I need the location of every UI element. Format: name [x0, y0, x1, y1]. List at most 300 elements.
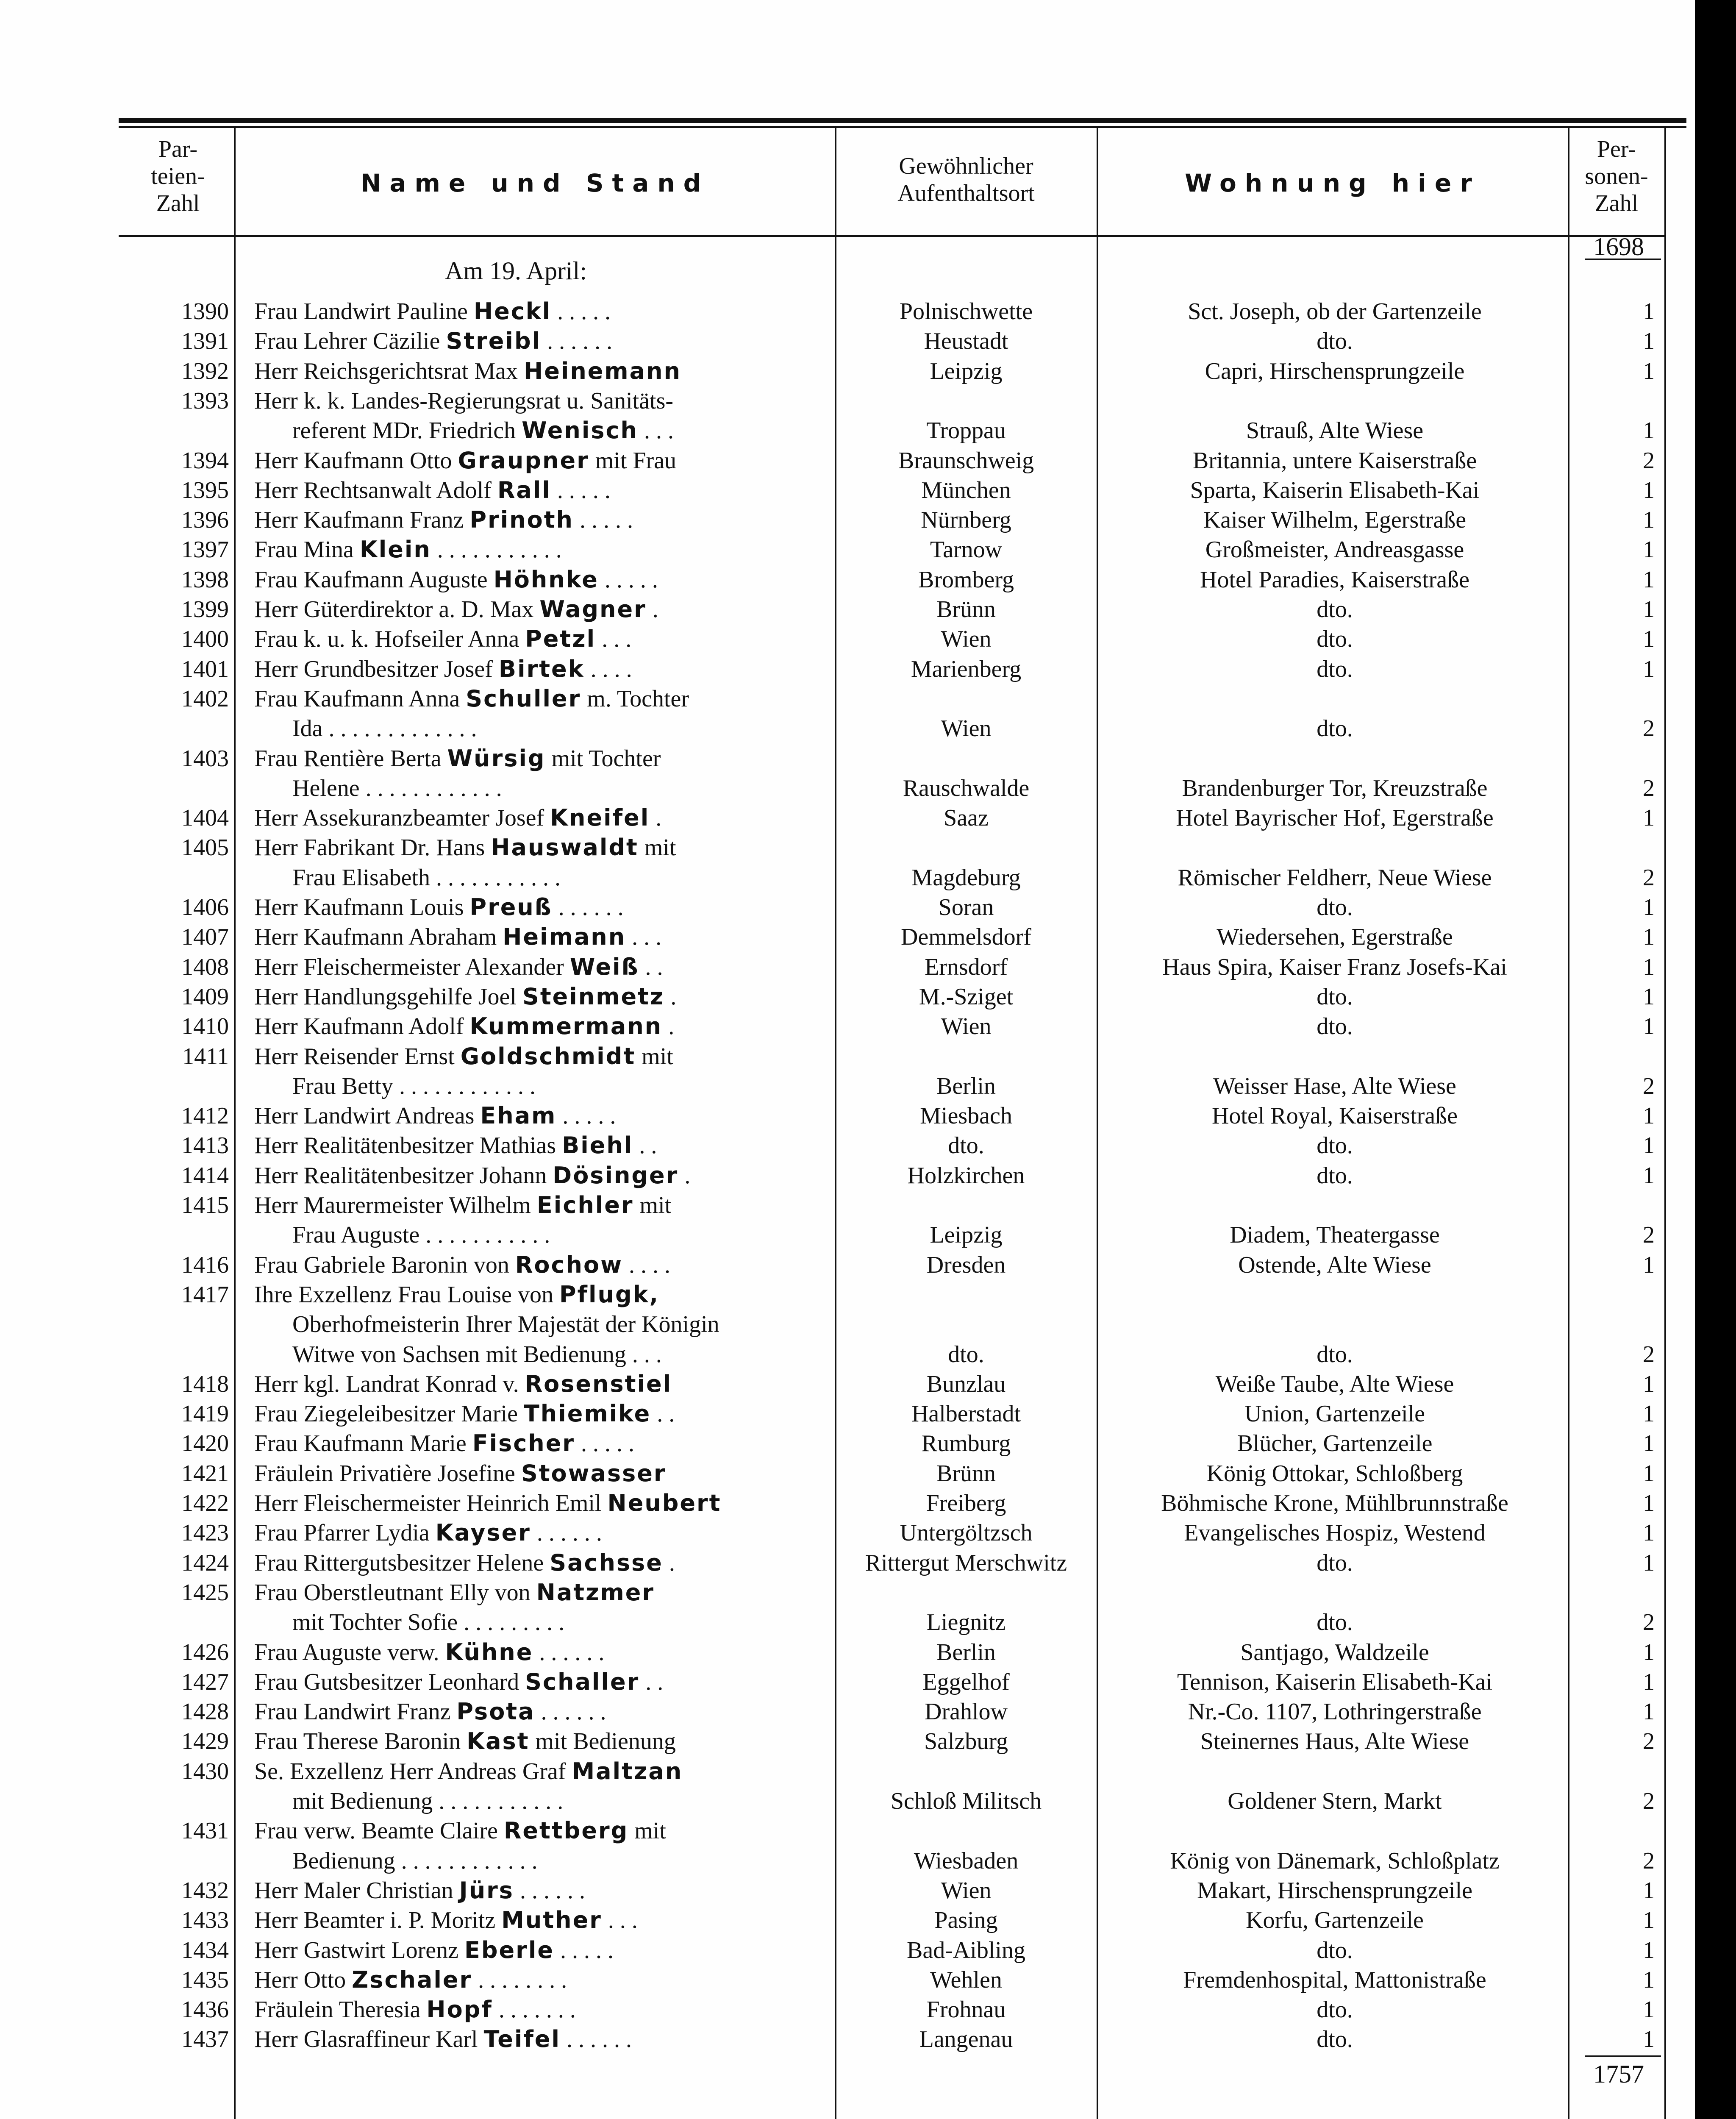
name-and-status: [254, 1101, 828, 1131]
name-rest: . . . . .: [551, 298, 611, 325]
name-and-status: [254, 744, 828, 773]
residence-address: Sct. Joseph, ob der Gartenzeile: [1188, 298, 1482, 325]
surname: Sachsse: [550, 1549, 663, 1576]
name-rest: . . . .: [622, 1251, 670, 1278]
name-rest: . . . . .: [551, 477, 611, 503]
origin-city: Heustadt: [924, 328, 1008, 355]
party-number: 1400: [181, 626, 229, 653]
name-rest: m. Tochter: [581, 685, 689, 712]
residence-address: Hotel Paradies, Kaiserstraße: [1200, 566, 1469, 593]
origin-city: Berlin: [936, 1073, 996, 1099]
name-and-status: [292, 773, 867, 803]
name-and-status: [254, 326, 828, 356]
name-and-status: [254, 1429, 828, 1458]
residence-address: Korfu, Gartenzeile: [1246, 1907, 1424, 1934]
person-count: 1: [1643, 894, 1655, 920]
person-count: 2: [1643, 864, 1655, 891]
party-number: 1430: [181, 1758, 229, 1785]
surname: Steinmetz: [522, 983, 665, 1010]
residence-address: Weiße Taube, Alte Wiese: [1215, 1371, 1454, 1397]
surname: Psota: [456, 1698, 535, 1725]
name-title: Frau Lehrer Cäzilie: [254, 328, 446, 355]
origin-city: Polnischwette: [899, 298, 1033, 325]
party-number: 1412: [181, 1103, 229, 1129]
residence-address: Blücher, Gartenzeile: [1237, 1430, 1433, 1457]
residence-address: Brandenburger Tor, Kreuzstraße: [1182, 775, 1488, 801]
origin-city: Holzkirchen: [907, 1162, 1025, 1189]
residence-address: Evangelisches Hospiz, Westend: [1184, 1520, 1486, 1546]
origin-city: Wien: [941, 626, 992, 653]
party-number: 1409: [181, 983, 229, 1010]
name-title: Herr Reisender Ernst: [254, 1043, 461, 1070]
origin-city: Wiesbaden: [914, 1847, 1019, 1874]
name-and-status: [254, 1190, 828, 1220]
name-title: Herr Grundbesitzer Josef: [254, 656, 499, 682]
surname: Kühne: [445, 1638, 533, 1666]
surname: Eham: [480, 1102, 557, 1129]
residence-address: dto.: [1317, 983, 1353, 1010]
name-title: Helene . . . . . . . . . . . .: [292, 775, 502, 801]
name-title: Frau Rentière Berta: [254, 745, 447, 772]
name-and-status: [254, 1459, 828, 1488]
residence-address: Goldener Stern, Markt: [1228, 1788, 1442, 1814]
party-number: 1428: [181, 1699, 229, 1725]
residence-address: Strauß, Alte Wiese: [1246, 417, 1424, 444]
surname: Jürs: [459, 1877, 514, 1904]
surname: Würsig: [447, 745, 546, 772]
name-title: Frau k. u. k. Hofseiler Anna: [254, 626, 525, 653]
origin-city: Langenau: [919, 2026, 1013, 2053]
party-number: 1421: [181, 1460, 229, 1487]
name-and-status: [254, 1518, 828, 1548]
person-count: 1: [1643, 1966, 1655, 1993]
name-and-status: [292, 1340, 867, 1369]
top-rule-heavy: [119, 118, 1686, 123]
name-rest: . .: [639, 1669, 664, 1695]
person-count: 2: [1643, 1728, 1655, 1755]
name-title: Frau Ziegeleibesitzer Marie: [254, 1401, 524, 1427]
name-and-status: [254, 1935, 828, 1965]
name-title: Frau Mina: [254, 537, 360, 563]
surname: Heimann: [503, 923, 626, 951]
person-count: 1: [1643, 1639, 1655, 1666]
surname: Heckl: [473, 298, 552, 325]
residence-address: dto.: [1317, 656, 1353, 682]
name-title: Frau Auguste . . . . . . . . . . .: [292, 1222, 550, 1249]
person-count: 2: [1643, 775, 1655, 801]
name-and-status: [292, 1310, 867, 1339]
origin-city: Brünn: [936, 1460, 996, 1487]
person-count: 1: [1643, 954, 1655, 980]
residence-address: Großmeister, Andreasgasse: [1205, 537, 1464, 563]
surname: Rochow: [515, 1251, 623, 1278]
person-count: 1: [1643, 924, 1655, 951]
surname: Petzl: [525, 626, 596, 653]
party-number: 1396: [181, 507, 229, 534]
name-title: Herr Reichsgerichtsrat Max: [254, 358, 524, 384]
origin-city: Tarnow: [930, 537, 1003, 563]
person-count: 1: [1643, 805, 1655, 831]
party-number: 1420: [181, 1430, 229, 1457]
name-and-status: [254, 1042, 828, 1071]
party-number: 1408: [181, 954, 229, 980]
name-and-status: [254, 1399, 828, 1429]
name-and-status: [254, 1757, 828, 1786]
name-and-status: [254, 1250, 828, 1280]
name-and-status: [254, 595, 828, 624]
name-title: Frau Oberstleutnant Elly von: [254, 1579, 536, 1606]
party-number: 1418: [181, 1371, 229, 1397]
origin-city: Rittergut Merschwitz: [865, 1549, 1067, 1576]
name-title: Frau Pfarrer Lydia: [254, 1520, 436, 1546]
origin-city: Wien: [941, 1877, 992, 1904]
origin-city: Leipzig: [930, 1222, 1003, 1249]
origin-city: Bad-Aibling: [907, 1937, 1025, 1963]
name-title: Herr Realitätenbesitzer Johann: [254, 1162, 553, 1189]
origin-city: Dresden: [926, 1251, 1006, 1278]
residence-address: Britannia, untere Kaiserstraße: [1192, 447, 1477, 474]
carry-over-count: 1698: [1593, 233, 1644, 261]
origin-city: Freiberg: [926, 1490, 1006, 1516]
name-and-status: [254, 1131, 828, 1160]
name-rest: mit: [638, 834, 676, 861]
party-number: 1415: [181, 1192, 229, 1218]
name-rest: mit Frau: [589, 447, 677, 474]
party-number: 1404: [181, 805, 229, 831]
name-and-status: [254, 803, 828, 833]
origin-city: Wien: [941, 715, 992, 742]
person-count: 1: [1643, 1430, 1655, 1457]
residence-address: dto.: [1317, 1549, 1353, 1576]
name-title: Frau Landwirt Pauline: [254, 298, 474, 325]
person-count: 1: [1643, 537, 1655, 563]
surname: Neubert: [607, 1490, 722, 1516]
origin-city: München: [921, 477, 1011, 503]
person-count: 2: [1643, 1609, 1655, 1636]
party-number: 1401: [181, 656, 229, 682]
surname: Teifel: [483, 2026, 561, 2053]
person-count: 1: [1643, 1013, 1655, 1040]
party-number: 1397: [181, 537, 229, 563]
name-and-status: [254, 1876, 828, 1905]
person-count: 2: [1643, 447, 1655, 474]
name-and-status: [254, 297, 828, 326]
party-number: 1432: [181, 1877, 229, 1904]
residence-address: Makart, Hirschensprungzeile: [1197, 1877, 1472, 1904]
name-and-status: [254, 1727, 828, 1756]
name-title: Se. Exzellenz Herr Andreas Graf: [254, 1758, 572, 1785]
name-title: Herr Maurermeister Wilhelm: [254, 1192, 537, 1218]
name-rest: . . . . .: [598, 566, 658, 593]
name-title: Herr Beamter i. P. Moritz: [254, 1907, 502, 1934]
party-number: 1427: [181, 1669, 229, 1695]
name-rest: . . .: [602, 1907, 638, 1934]
origin-city: Pasing: [934, 1907, 998, 1934]
name-rest: . . . . . . . .: [472, 1966, 567, 1993]
name-and-status: [254, 1638, 828, 1667]
name-title: Herr Güterdirektor a. D. Max: [254, 596, 540, 623]
name-and-status: [254, 1995, 828, 2024]
name-title: Herr kgl. Landrat Konrad v.: [254, 1371, 525, 1397]
surname: Eberle: [464, 1936, 554, 1963]
name-and-status: [254, 565, 828, 595]
name-rest: . . .: [596, 626, 632, 653]
name-and-status: [254, 386, 828, 416]
origin-city: Troppau: [926, 417, 1006, 444]
name-title: Herr Kaufmann Adolf: [254, 1013, 470, 1040]
name-title: Herr Handlungsgehilfe Joel: [254, 983, 522, 1010]
surname: Rettberg: [503, 1817, 629, 1844]
surname: Klein: [359, 536, 431, 563]
name-and-status: [254, 446, 828, 476]
surname: Dösinger: [553, 1162, 679, 1189]
party-number: 1394: [181, 447, 229, 474]
party-number: 1433: [181, 1907, 229, 1934]
name-and-status: [254, 1369, 828, 1399]
name-title: Herr k. k. Landes-Regierungsrat u. Sanitäts-: [254, 387, 674, 414]
origin-city: Bromberg: [918, 566, 1014, 593]
residence-address: dto.: [1317, 1937, 1353, 1963]
party-number: 1395: [181, 477, 229, 503]
origin-city: Eggelhof: [922, 1669, 1010, 1695]
party-number: 1419: [181, 1401, 229, 1427]
origin-city: Braunschweig: [898, 447, 1034, 474]
surname: Prinoth: [469, 506, 574, 534]
surname: Kast: [467, 1728, 530, 1755]
header-persons: Per- sonen- Zahl: [1585, 136, 1648, 217]
name-rest: mit: [636, 1043, 673, 1070]
surname: Eichler: [536, 1192, 634, 1218]
residence-address: Tennison, Kaiserin Elisabeth-Kai: [1177, 1669, 1493, 1695]
name-title: Frau Landwirt Franz: [254, 1699, 457, 1725]
name-and-status: [254, 922, 828, 952]
residence-address: dto.: [1317, 2026, 1353, 2053]
residence-address: Wiedersehen, Egerstraße: [1217, 924, 1453, 951]
residence-address: Hotel Royal, Kaiserstraße: [1211, 1103, 1458, 1129]
residence-address: Sparta, Kaiserin Elisabeth-Kai: [1190, 477, 1480, 503]
party-number: 1398: [181, 566, 229, 593]
name-title: Frau Auguste verw.: [254, 1639, 445, 1666]
name-title: Herr Maler Christian: [254, 1877, 459, 1904]
person-count: 1: [1643, 1937, 1655, 1963]
name-title: Herr Glasraffineur Karl: [254, 2026, 484, 2053]
name-and-status: [254, 893, 828, 922]
surname: Hauswaldt: [491, 834, 639, 861]
person-count: 1: [1643, 1520, 1655, 1546]
col-divider-4: [1568, 127, 1569, 2119]
name-and-status: [254, 952, 828, 982]
residence-address: Haus Spira, Kaiser Franz Josefs-Kai: [1162, 954, 1507, 980]
name-and-status: [254, 684, 828, 714]
party-number: 1429: [181, 1728, 229, 1755]
party-number: 1405: [181, 834, 229, 861]
name-and-status: [254, 1667, 828, 1697]
name-and-status: [292, 1786, 867, 1816]
name-title: Herr Otto: [254, 1966, 352, 1993]
top-rule-thin: [119, 126, 1686, 128]
surname: Stowasser: [521, 1460, 667, 1487]
party-number: 1424: [181, 1549, 229, 1576]
header-residence: Wohnung hier: [1185, 169, 1480, 197]
person-count: 1: [1643, 298, 1655, 325]
name-title: Herr Gastwirt Lorenz: [254, 1937, 465, 1963]
name-rest: mit Tochter: [545, 745, 661, 772]
name-rest: . . . . .: [575, 1430, 634, 1457]
party-number: 1410: [181, 1013, 229, 1040]
person-count: 1: [1643, 1460, 1655, 1487]
origin-city: Miesbach: [920, 1103, 1012, 1129]
name-title: Frau Kaufmann Auguste: [254, 566, 494, 593]
origin-city: Marienberg: [911, 656, 1022, 682]
name-rest: . . . . .: [554, 1937, 614, 1963]
origin-city: Leipzig: [930, 358, 1003, 384]
name-title: Fräulein Theresia: [254, 1997, 427, 2023]
origin-city: Ernsdorf: [925, 954, 1008, 980]
person-count: 1: [1643, 1907, 1655, 1934]
person-count: 1: [1643, 1549, 1655, 1576]
surname: Kayser: [435, 1519, 531, 1546]
col-divider-3: [1097, 127, 1098, 2119]
name-title: Witwe von Sachsen mit Bedienung . . .: [292, 1341, 662, 1368]
residence-address: dto.: [1317, 1162, 1353, 1189]
name-rest: .: [678, 1162, 691, 1189]
name-title: Herr Assekuranzbeamter Josef: [254, 805, 550, 831]
name-and-status: [254, 1965, 828, 1995]
origin-city: M.-Sziget: [919, 983, 1014, 1010]
name-and-status: [292, 714, 867, 743]
origin-city: Soran: [938, 894, 994, 920]
party-number: 1413: [181, 1132, 229, 1159]
name-rest: mit: [633, 1192, 672, 1218]
party-number: 1422: [181, 1490, 229, 1516]
name-and-status: [292, 1220, 867, 1250]
name-title: Herr Landwirt Andreas: [254, 1103, 481, 1129]
residence-address: Böhmische Krone, Mühlbrunnstraße: [1161, 1490, 1508, 1516]
person-count: 1: [1643, 1699, 1655, 1725]
name-title: Bedienung . . . . . . . . . . . .: [292, 1847, 538, 1874]
residence-address: dto.: [1317, 328, 1353, 355]
surname: Schaller: [525, 1668, 640, 1695]
name-title: Frau verw. Beamte Claire: [254, 1818, 504, 1844]
surname: Pflugk,: [559, 1281, 660, 1308]
name-rest: mit Bedienung: [529, 1728, 676, 1755]
name-title: Herr Realitätenbesitzer Mathias: [254, 1132, 562, 1159]
surname: Fischer: [472, 1430, 575, 1457]
name-rest: . . . .: [584, 656, 632, 682]
name-and-status: [254, 1548, 828, 1578]
person-count: 1: [1643, 328, 1655, 355]
name-rest: . . . . . .: [533, 1639, 605, 1666]
party-number: 1390: [181, 298, 229, 325]
party-number: 1414: [181, 1162, 229, 1189]
header-origin: Gewöhnlicher Aufenthaltsort: [897, 153, 1035, 206]
origin-city: Saaz: [944, 805, 989, 831]
party-number: 1406: [181, 894, 229, 920]
name-and-status: [254, 833, 828, 862]
origin-city: Bunzlau: [926, 1371, 1006, 1397]
surname: Maltzan: [572, 1757, 683, 1785]
name-title: Herr Kaufmann Abraham: [254, 924, 503, 951]
name-rest: . .: [633, 1132, 657, 1159]
party-number: 1423: [181, 1520, 229, 1546]
name-and-status: [292, 1846, 867, 1876]
person-count: 1: [1643, 566, 1655, 593]
party-number: 1435: [181, 1966, 229, 1993]
surname: Kummermann: [469, 1013, 663, 1040]
name-rest: .: [650, 805, 662, 831]
name-rest: . .: [651, 1401, 675, 1427]
name-rest: mit: [628, 1818, 666, 1844]
name-rest: .: [664, 983, 677, 1010]
surname: Hopf: [426, 1996, 493, 2023]
name-and-status: [254, 654, 828, 684]
origin-city: Brünn: [936, 596, 996, 623]
party-number: 1437: [181, 2026, 229, 2053]
name-and-status: [254, 1816, 828, 1846]
header-rule: [119, 235, 1665, 237]
surname: Thiemike: [523, 1400, 651, 1427]
residence-address: Hotel Bayrischer Hof, Egerstraße: [1176, 805, 1494, 831]
name-title: Herr Fleischermeister Alexander: [254, 954, 570, 980]
person-count: 2: [1643, 715, 1655, 742]
name-rest: . . .: [626, 924, 662, 951]
surname: Schuller: [466, 685, 581, 712]
surname: Rall: [497, 476, 551, 503]
person-count: 2: [1643, 1073, 1655, 1099]
residence-address: dto.: [1317, 1013, 1353, 1040]
person-count: 2: [1643, 1341, 1655, 1368]
name-title: Frau Elisabeth . . . . . . . . . . .: [292, 864, 561, 891]
person-count: 2: [1643, 1222, 1655, 1249]
person-count: 1: [1643, 507, 1655, 534]
origin-city: Untergöltzsch: [900, 1520, 1033, 1546]
residence-address: dto.: [1317, 626, 1353, 653]
residence-address: Santjago, Waldzeile: [1240, 1639, 1429, 1666]
origin-city: Berlin: [936, 1639, 996, 1666]
name-title: Herr Fabrikant Dr. Hans: [254, 834, 491, 861]
residence-address: Ostende, Alte Wiese: [1238, 1251, 1431, 1278]
person-count: 1: [1643, 417, 1655, 444]
person-count: 1: [1643, 477, 1655, 503]
name-title: Frau Kaufmann Anna: [254, 685, 466, 712]
name-rest: . . . . . .: [531, 1520, 602, 1546]
origin-city: Rauschwalde: [903, 775, 1030, 801]
residence-address: dto.: [1317, 715, 1353, 742]
name-title: Frau Gabriele Baronin von: [254, 1251, 515, 1278]
name-title: Herr Kaufmann Louis: [254, 894, 470, 920]
person-count: 2: [1643, 1847, 1655, 1874]
name-title: Fräulein Privatière Josefine: [254, 1460, 521, 1487]
name-rest: . . . . . .: [552, 894, 624, 920]
name-rest: .: [662, 1013, 675, 1040]
residence-address: Weisser Hase, Alte Wiese: [1213, 1073, 1456, 1099]
origin-city: Frohnau: [926, 1997, 1006, 2023]
name-rest: . . . . . .: [514, 1877, 585, 1904]
origin-city: Wien: [941, 1013, 992, 1040]
surname: Weiß: [569, 953, 639, 980]
party-number: 1426: [181, 1639, 229, 1666]
origin-city: Halberstadt: [911, 1401, 1021, 1427]
origin-city: Liegnitz: [926, 1609, 1006, 1636]
residence-address: Kaiser Wilhelm, Egerstraße: [1203, 507, 1467, 534]
name-and-status: [254, 1012, 828, 1041]
residence-address: dto.: [1317, 894, 1353, 920]
name-rest: . . .: [638, 417, 674, 444]
residence-address: Union, Gartenzeile: [1244, 1401, 1425, 1427]
origin-city: Nürnberg: [921, 507, 1011, 534]
origin-city: dto.: [948, 1341, 984, 1368]
residence-address: Capri, Hirschensprungzeile: [1205, 358, 1465, 384]
